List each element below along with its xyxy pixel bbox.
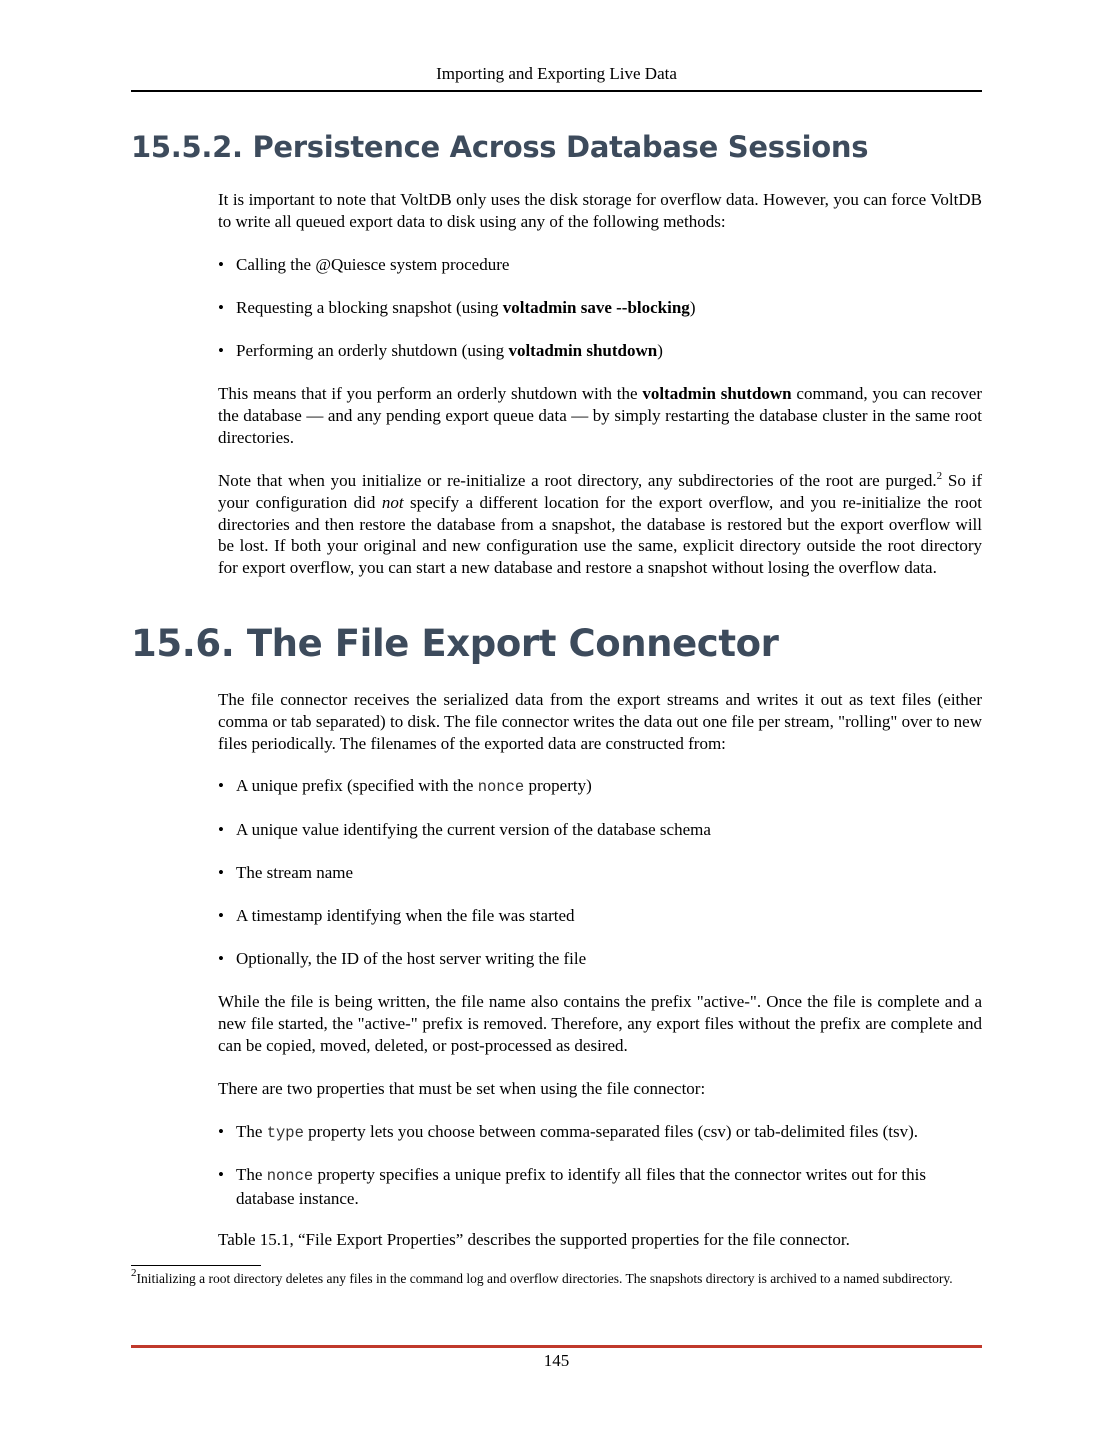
command-text: voltadmin shutdown [642, 384, 792, 403]
footer-rule [131, 1345, 982, 1348]
bullet-marker: • [218, 820, 224, 839]
command-text: voltadmin shutdown [508, 341, 658, 360]
list-item: • A timestamp identifying when the file was started [218, 906, 575, 925]
bullet-marker: • [218, 1122, 224, 1141]
list-item: • Requesting a blocking snapshot (using voltadmin save --blocking) [218, 298, 696, 317]
bullet-marker: • [218, 255, 224, 274]
paragraph-properties-intro: There are two properties that must be set when using the file connector: [218, 1079, 706, 1098]
list-item: • Optionally, the ID of the host server writing the file [218, 949, 587, 968]
paragraph-intro-file-connector: The file connector receives the serialized data from the export streams and writes it out as text files (either comma or tab separated) to disk. The file connector writes the data out one file per stream, "rolling" over to new files periodically. The filenames of the exported data are constructed from: [218, 690, 982, 753]
paragraph-reinitialize: Note that when you initialize or re-initialize a root directory, any subdirectories of the root are purged.$^2$ So if your configuration did not specify a different location for the export overflow, and you re-initialize the root directories and then restore the database from a snapshot, the database is restored but the export overflow will be lost. If both your original and new configuration use the same, explicit directory outside the root directory for export overflow, you can start a new database and restore a snapshot without losing the overflow data. [218, 470, 983, 578]
list-item: • The stream name [218, 863, 354, 882]
list-item: • A unique prefix (specified with the nonce property) [218, 776, 592, 796]
inline-code: nonce [266, 1167, 314, 1185]
page-number: 145 [543, 1351, 570, 1370]
bullet-marker: • [218, 341, 224, 360]
list-item: • A unique value identifying the current version of the database schema [218, 820, 711, 839]
section-heading-persistence: 15.5.2. Persistence Across Database Sessions [131, 130, 869, 164]
running-header: Importing and Exporting Live Data [436, 64, 677, 83]
footnote-reference[interactable]: 2 [936, 470, 943, 482]
bullet-marker: • [218, 906, 224, 925]
footnote-rule [131, 1265, 261, 1266]
table-link[interactable]: Table 15.1, “File Export Properties” describes the supported properties for the file connector. [218, 1230, 850, 1249]
paragraph-active-prefix: While the file is being written, the file name also contains the prefix "active-". Once the file is complete and a new file started, the "active-" prefix is removed. Therefore, any export files without the prefix are complete and can be copied, moved, deleted, or post-processed as desired. [218, 992, 982, 1055]
paragraph-intro-persistence: It is important to note that VoltDB only uses the disk storage for overflow data. However, you can force VoltDB to write all queued export data to disk using any of the following methods: [218, 190, 982, 231]
bullet-marker: • [218, 1165, 224, 1184]
inline-code: type [266, 1124, 304, 1142]
paragraph-shutdown: This means that if you perform an orderly shutdown with the voltadmin shutdown command, you can recover the database — and any pending export queue data — by simply restarting the database cluster in the same root directories. [218, 384, 982, 447]
list-item: • Calling the @Quiesce system procedure [218, 255, 510, 274]
list-item: • The type property lets you choose between comma-separated files (csv) or tab-delimited files (tsv). [218, 1122, 919, 1142]
document-page [131, 0, 982, 1440]
bullet-marker: • [218, 776, 224, 795]
inline-code: nonce [477, 778, 525, 796]
bullet-marker: • [218, 949, 224, 968]
section-heading-file-export: 15.6. The File Export Connector [131, 622, 779, 665]
paragraph-table-reference [218, 1229, 982, 1251]
command-text: voltadmin save --blocking [502, 298, 690, 317]
footnote: $^2$Initializing a root directory deletes any files in the command log and overflow directories. The snapshots directory is archived to a named subdirectory. [131, 1267, 953, 1286]
footnote-mark: 2 [131, 1267, 137, 1279]
bullet-marker: • [218, 863, 224, 882]
list-item: • Performing an orderly shutdown (using voltadmin shutdown) [218, 341, 663, 360]
bullet-marker: • [218, 298, 224, 317]
list-item: • The nonce property specifies a unique prefix to identify all files that the connector writes out for this database instance. [218, 1165, 926, 1208]
header-rule [131, 90, 982, 92]
